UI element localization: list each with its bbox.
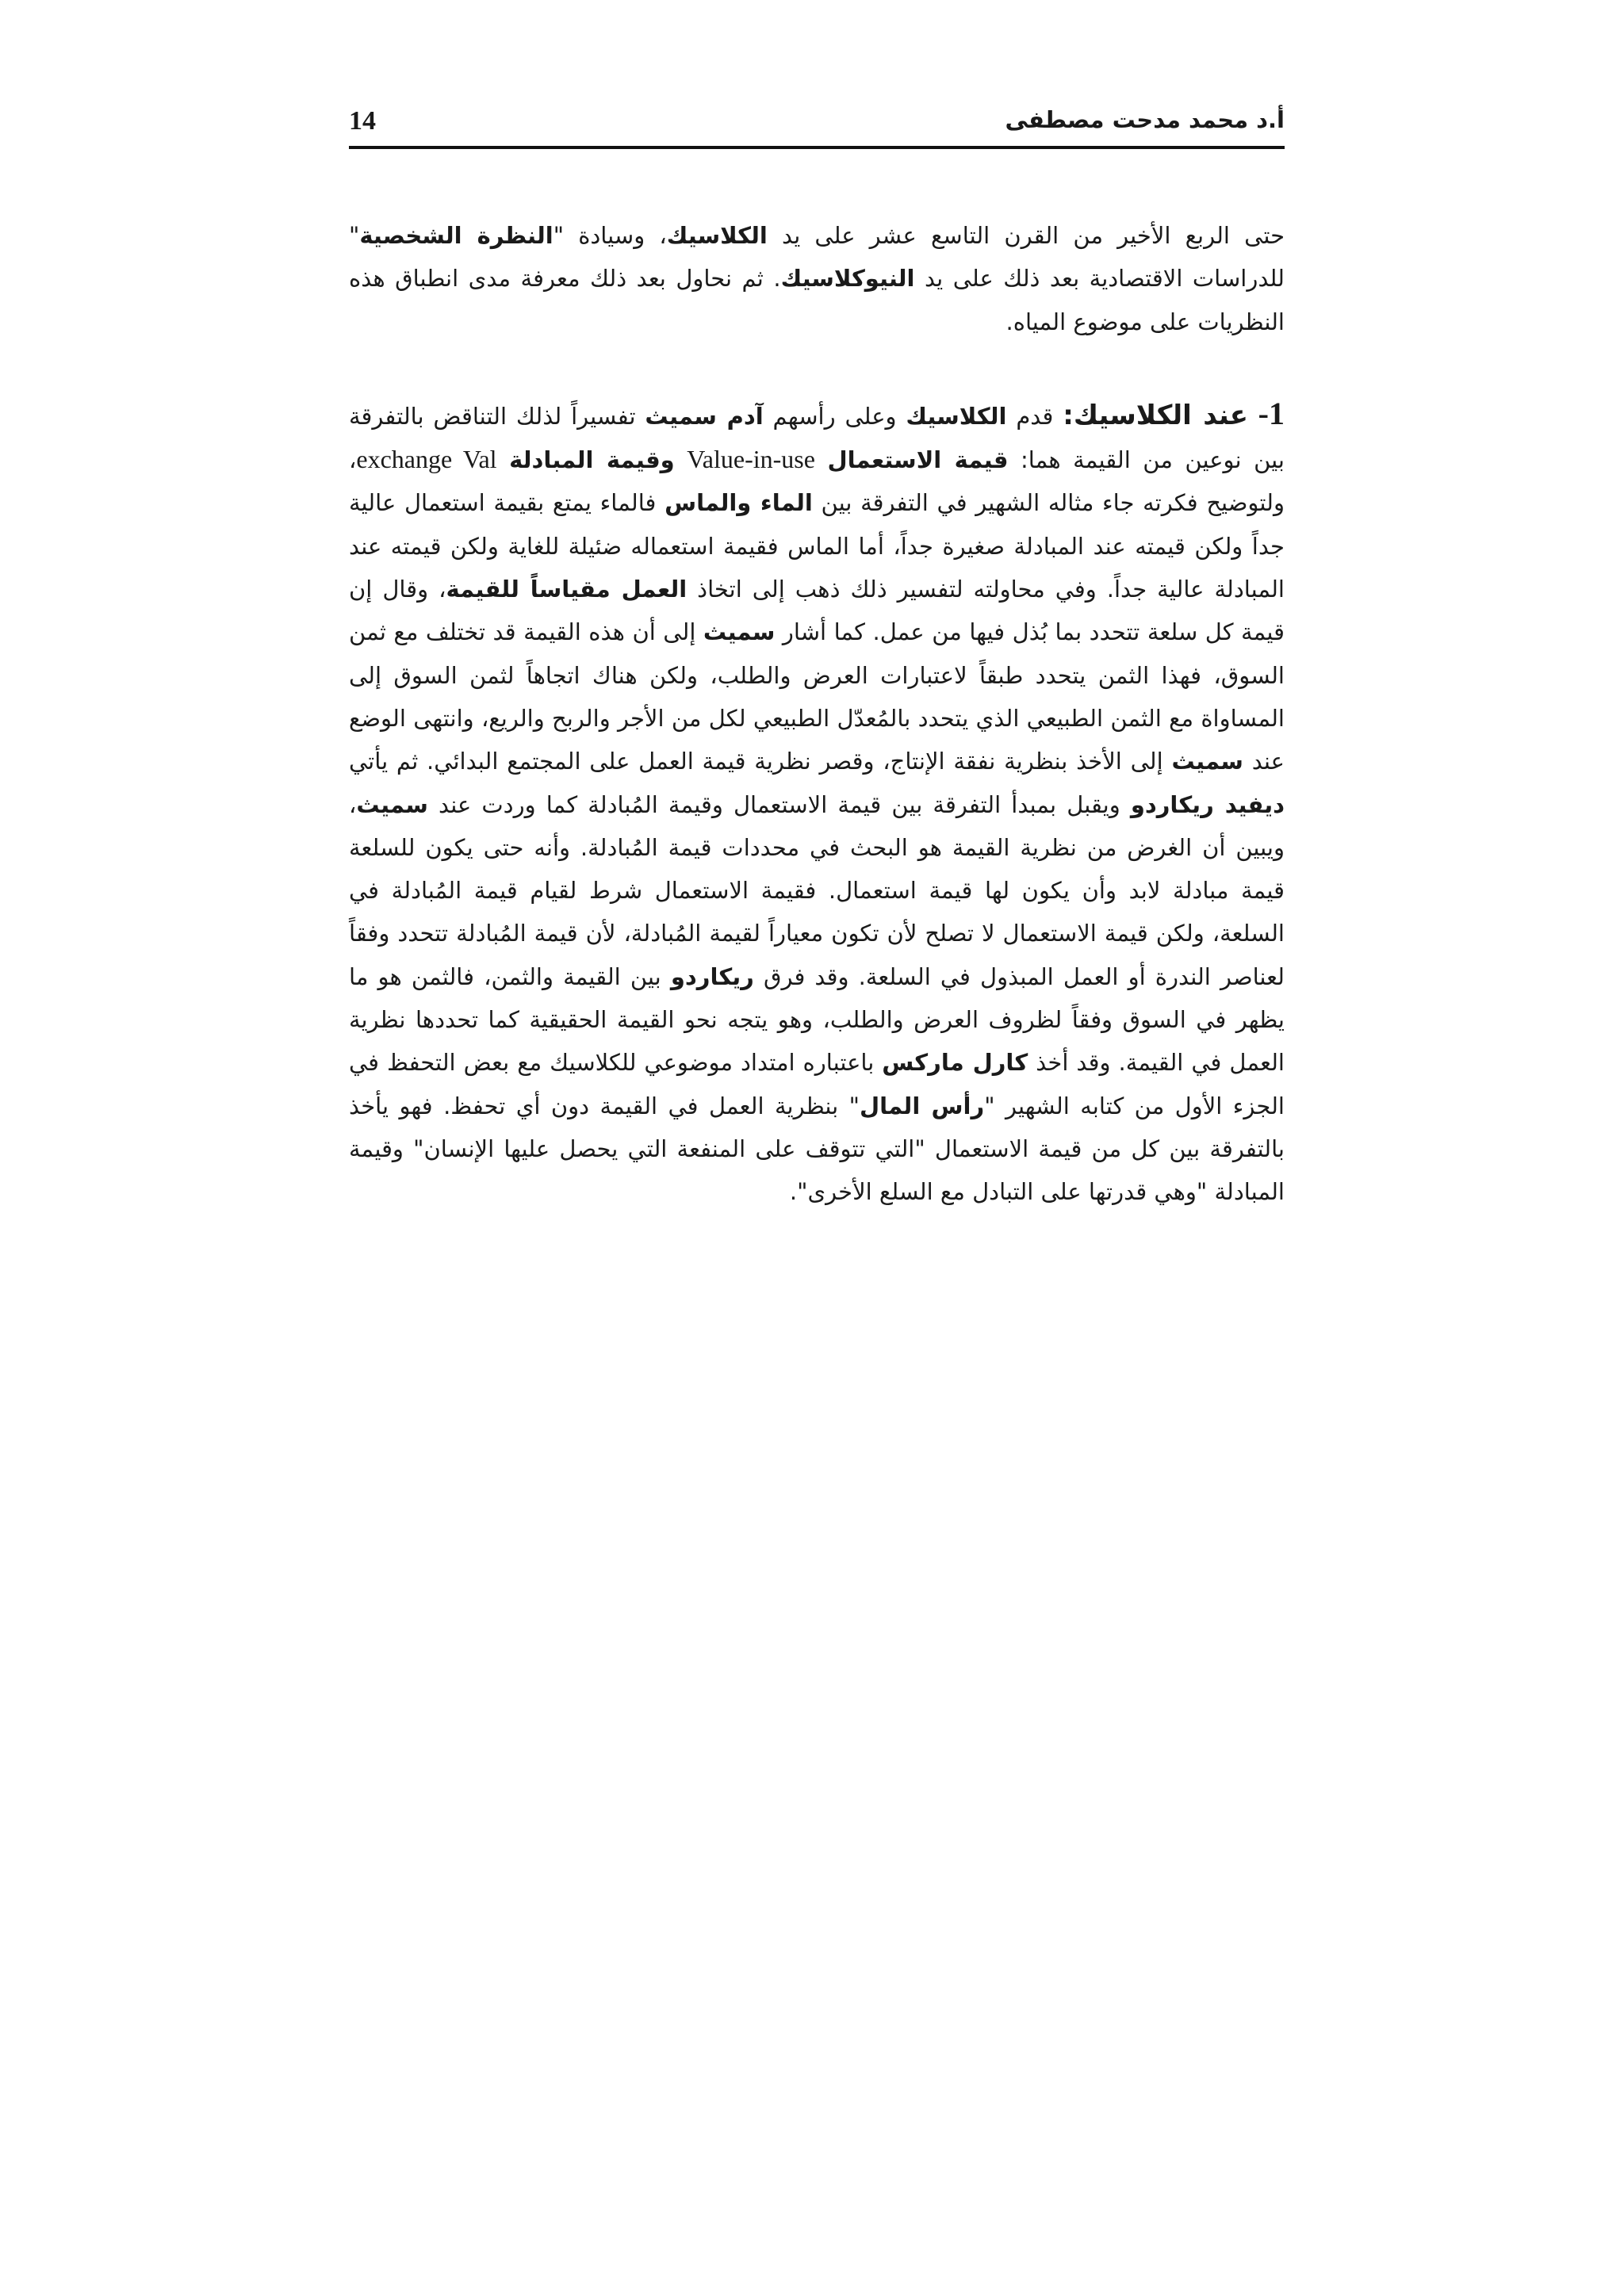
latin-term: exchange Val <box>356 445 497 474</box>
bold-term: سميث <box>356 790 428 818</box>
running-head-author: أ.د محمد مدحت مصطفى <box>1005 106 1285 133</box>
bold-term: النيوكلاسيك <box>780 265 915 293</box>
section-number: 1- <box>1248 395 1285 431</box>
bold-term: ريكاردو <box>670 962 754 990</box>
bold-term: سميث <box>703 618 776 646</box>
bold-term: العمل مقياساً للقيمة <box>446 576 688 603</box>
header-rule <box>349 146 1285 149</box>
page-number: 14 <box>349 106 376 136</box>
bold-term: الكلاسيك <box>666 222 768 249</box>
section-title: عند الكلاسيك: <box>1063 399 1249 431</box>
page-header <box>349 103 1285 143</box>
body-text <box>349 214 1285 1214</box>
bold-term: سميث <box>1171 748 1243 775</box>
bold-term: وقيمة المبادلة <box>509 446 675 474</box>
bold-term: قيمة الاستعمال <box>827 446 1009 474</box>
bold-term: ديفيد ريكاردو <box>1130 790 1285 818</box>
paragraph-intro: حتى الربع الأخير من القرن التاسع عشر على يد الكلاسيك، وسيادة "النظرة الشخصية" للدراسات الاقتصادية بعد ذلك على يد النيوكلاسيك. ثم نحاول بعد ذلك معرفة مدى انطباق هذه النظريات على موضوع المياه. <box>349 222 1285 335</box>
bold-term: كارل ماركس <box>882 1049 1028 1077</box>
bold-term: النظرة الشخصية <box>359 222 553 249</box>
latin-term: Value-in-use <box>687 445 815 474</box>
bold-term: الكلاسيك <box>906 402 1007 430</box>
bold-term: رأس المال <box>859 1092 985 1119</box>
bold-term: آدم سميث <box>645 402 764 430</box>
paragraph-classical: 1- عند الكلاسيك: قدم الكلاسيك وعلى رأسهم آدم سميث تفسيراً لذلك التناقض بالتفرقة بين نوعين من القيمة هما: قيمة الاستعمال Value-in-use وقيمة المبادلة exchange Val، ولتوضيح فكرته جاء مثاله الشهير في التفرقة بين الماء والماس فالماء يمتع بقيمة استعمال عالية جداً ولكن قيمته عند المبادلة صغيرة جداً، أما الماس فقيمة استعماله ضئيلة للغاية ولكن قيمته عند المبادلة عالية جداً. وفي محاولته لتفسير ذلك ذهب إلى اتخاذ العمل مقياساً للقيمة، وقال إن قيمة كل سلعة تتحدد بما بُذل فيها من عمل. كما أشار سميث إلى أن هذه القيمة قد تختلف مع ثمن السوق، فهذا الثمن يتحدد طبقاً لاعتبارات العرض والطلب، ولكن هناك اتجاهاً لثمن السوق إلى المساواة مع الثمن الطبيعي الذي يتحدد بالمُعدّل الطبيعي لكل من الأجر والربح والريع، وانتهى الوضع عند سميث إلى الأخذ بنظرية نفقة الإنتاج، وقصر نظرية قيمة العمل على المجتمع البدائي. ثم يأتي ديفيد ريكاردو ويقبل بمبدأ التفرقة بين قيمة الاستعمال وقيمة المُبادلة كما وردت عند سميث، ويبين أن الغرض من نظرية القيمة هو البحث في محددات قيمة المُبادلة. وأنه حتى يكون للسلعة قيمة مبادلة لابد وأن يكون لها قيمة استعمال. فقيمة الاستعمال شرط لقيام قيمة المُبادلة في السلعة، ولكن قيمة الاستعمال لا تصلح لأن تكون معياراً لقيمة المُبادلة، لأن قيمة المُبادلة تتحدد وفقاً لعناصر الندرة أو العمل المبذول في السلعة. وقد فرق ريكاردو بين القيمة والثمن، فالثمن هو ما يظهر في السوق وفقاً لظروف العرض والطلب، وهو يتجه نحو القيمة الحقيقية كما تحددها نظرية العمل في القيمة. وقد أخذ كارل ماركس باعتباره امتداد موضوعي للكلاسيك مع بعض التحفظ في الجزء الأول من كتابه الشهير "رأس المال" بنظرية العمل في القيمة دون أي تحفظ. فهو يأخذ بالتفرقة بين كل من قيمة الاستعمال "التي تتوقف على المنفعة التي يحصل عليها الإنسان" وقيمة المبادلة "وهي قدرتها على التبادل مع السلع الأخرى". <box>349 395 1285 1206</box>
bold-term: الماء والماس <box>665 489 813 517</box>
